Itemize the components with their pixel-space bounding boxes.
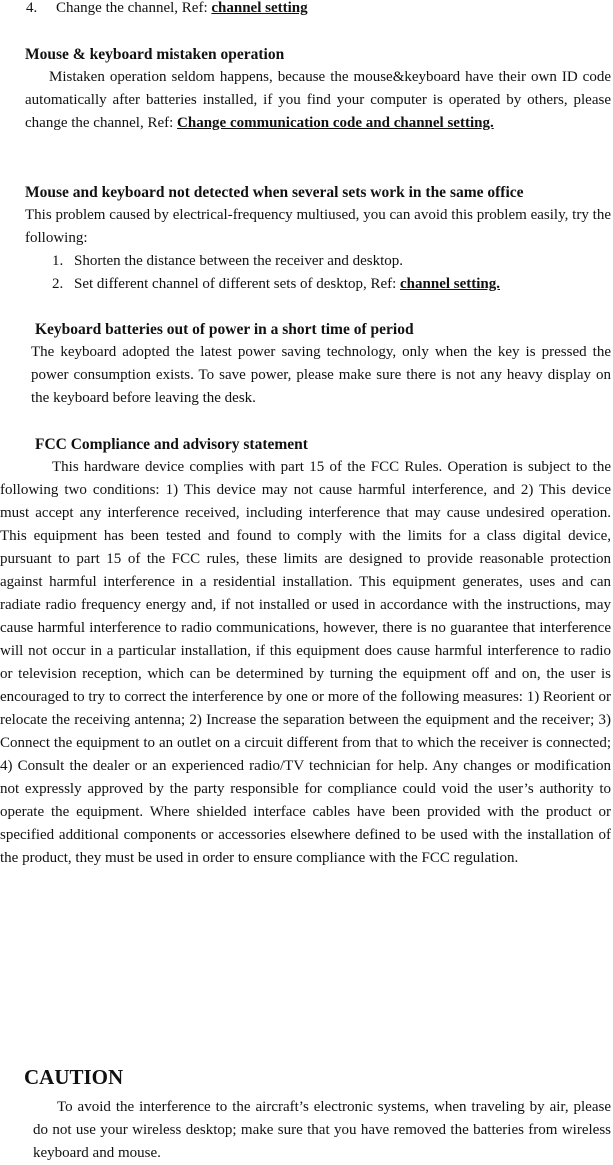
- not-detected-heading: Mouse and keyboard not detected when several sets work in the same office: [25, 184, 524, 201]
- not-detected-item-2-ref: channel setting.: [400, 276, 501, 292]
- not-detected-item-1: [52, 250, 602, 273]
- mistaken-body-text: Mistaken operation seldom happens, because the mouse&keyboard have their own ID code automatically after batteries installed, if you find your computer is operated by others, please change the channel, Ref:: [25, 69, 611, 131]
- not-detected-item-2-number: 2.: [52, 276, 64, 292]
- caution-heading: CAUTION: [24, 1065, 124, 1089]
- not-detected-item-2-text: Set different channel of different sets of desktop, Ref:: [74, 276, 401, 292]
- item-4-ref: channel setting: [211, 0, 308, 16]
- caution-body: To avoid the interference to the aircraft’s electronic systems, when traveling by air, please do not use your wireless desktop; make sure that you have removed the batteries from wireless keyboard and mouse.: [33, 1099, 611, 1161]
- mistaken-ref: Change communication code and channel setting.: [177, 115, 494, 131]
- item-4: [26, 0, 586, 20]
- fcc-heading: FCC Compliance and advisory statement: [35, 436, 308, 453]
- not-detected-body: This problem caused by electrical-frequency multiused, you can avoid this problem easily, try the following:: [25, 207, 611, 246]
- fcc-body: This hardware device complies with part 15 of the FCC Rules. Operation is subject to the following two conditions: 1) This device may not cause harmful interference, and 2) This device must accept any interference received, including interference that may cause undesired operation. This equipment has been tested and found to comply with the limits for a class digital device, pursuant to part 15 of the FCC rules, these limits are designed to provide reasonable protection against harmful interference in a residential installation. This equipment generates, uses and can radiate radio frequency energy and, if not installed or used in accordance with the instructions, may cause harmful interference to radio communications, however, there is no guarantee that interference will not occur in a particular installation, if this equipment does cause harmful interference to radio or television reception, which can be determined by turning the equipment off and on, the user is encouraged to try to correct the interference by one or more of the following measures: 1) Reorient or relocate the receiving antenna; 2) Increase the separation between the equipment and the receiver; 3) Connect the equipment to an outlet on a circuit different from that to which the receiver is connected; 4) Consult the dealer or an experienced radio/TV technician for help. Any changes or modification not expressly approved by the party responsible for compliance could void the user’s authority to operate the equipment. Where shielded interface cables have been provided with the product or specified additional components or accessories elsewhere defined to be used with the installation of the product, they must be used in order to ensure compliance with the FCC regulation.: [0, 459, 611, 866]
- mistaken-body: [25, 66, 611, 135]
- item-4-text: Change the channel, Ref:: [56, 0, 212, 16]
- not-detected-item-2: [52, 273, 602, 296]
- not-detected-item-1-number: 1.: [52, 253, 64, 269]
- batteries-body: The keyboard adopted the latest power saving technology, only when the key is pressed the power consumption exists. To save power, please make sure there is not any heavy display on the keyboard before leaving the desk.: [31, 344, 611, 406]
- mistaken-heading: Mouse & keyboard mistaken operation: [25, 46, 285, 63]
- not-detected-item-1-text: Shorten the distance between the receiver and desktop.: [74, 253, 404, 269]
- item-4-number: 4.: [26, 0, 38, 16]
- batteries-heading: Keyboard batteries out of power in a short time of period: [35, 321, 414, 338]
